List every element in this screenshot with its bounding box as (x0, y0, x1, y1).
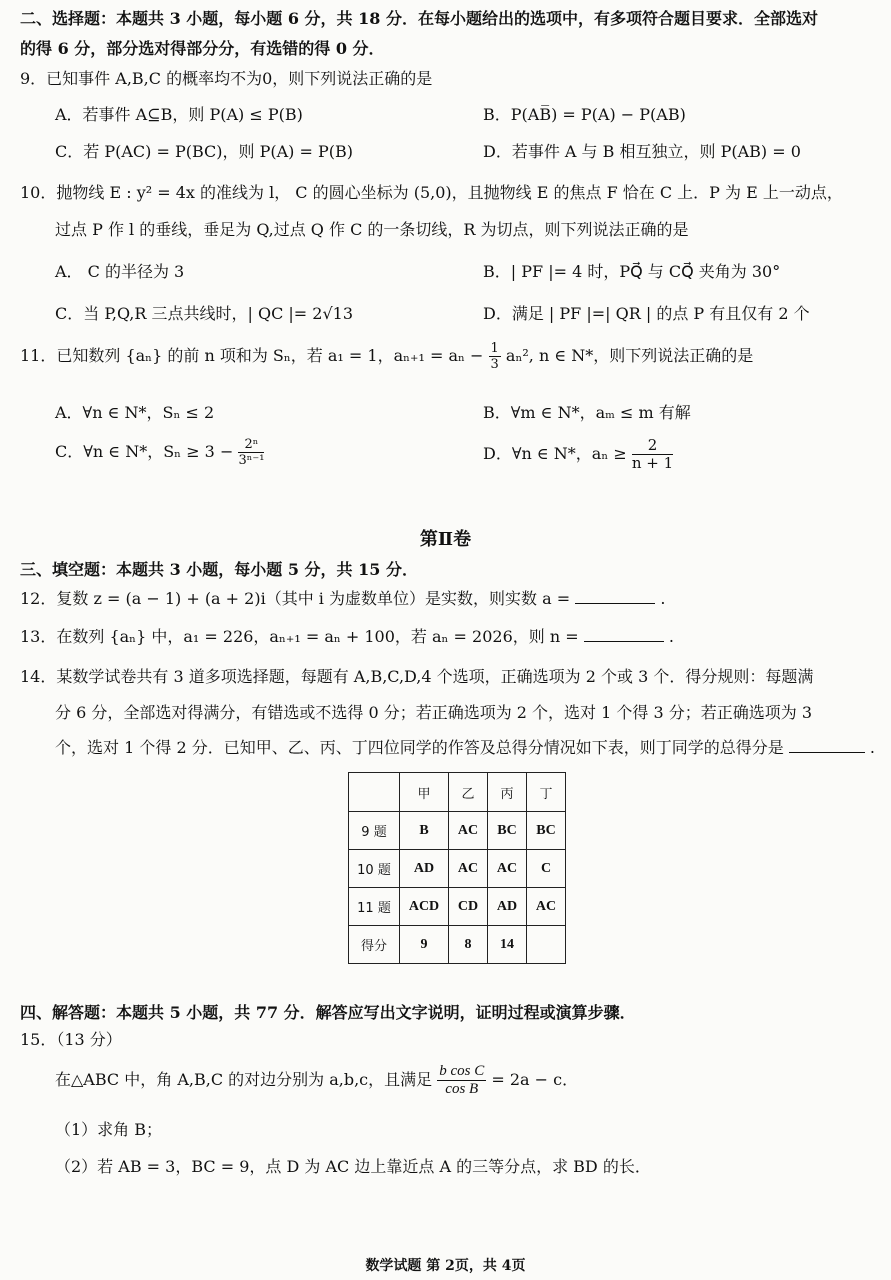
q9-stem: 9．已知事件 A,B,C 的概率均不为0，则下列说法正确的是 (20, 69, 433, 88)
table-cell: AC (488, 850, 527, 888)
table-cell: 14 (488, 926, 527, 964)
table-cell: 10 题 (349, 850, 400, 888)
q11-option-b: B．∀m ∈ N*，aₘ ≤ m 有解 (483, 403, 691, 422)
table-cell: C (527, 850, 566, 888)
q14-line1: 14．某数学试卷共有 3 道多项选择题，每题有 A,B,C,D,4 个选项，正确选项为 2 个或 3 个．得分规则：每题满 (20, 667, 814, 686)
table-header-cell: 甲 (400, 773, 449, 812)
q11-stem-fraction (489, 342, 501, 371)
q15-stem-part1: 在△ABC 中，角 A,B,C 的对边分别为 a,b,c，且满足 (55, 1070, 433, 1089)
table-row (349, 888, 566, 926)
q11-option-d-text: D．∀n ∈ N*，aₙ ≥ (483, 444, 627, 463)
q15-frac-num: b cos C (439, 1063, 485, 1079)
section2-header-line2: 的得 6 分，部分选对得部分分，有选错的得 0 分． (20, 39, 385, 58)
score-table (348, 772, 566, 964)
q11-stem-part2: aₙ², n ∈ N*，则下列说法正确的是 (505, 346, 754, 365)
q11-stem-frac-num: 1 (490, 341, 499, 356)
table-cell (527, 926, 566, 964)
section3-header: 三、填空题：本题共 3 小题，每小题 5 分，共 15 分． (20, 560, 418, 579)
q11-c-frac-num: 2ⁿ (238, 438, 264, 453)
q15-part2: （2）若 AB = 3，BC = 9，点 D 为 AC 边上靠近点 A 的三等分点，求 BD 的长． (55, 1157, 651, 1176)
q11-option-a: A．∀n ∈ N*，Sₙ ≤ 2 (55, 403, 215, 422)
q15-stem-part2: = 2a − c． (491, 1070, 579, 1089)
table-cell: B (400, 812, 449, 850)
q13-text: 13．在数列 {aₙ} 中，a₁ = 226，aₙ₊₁ = aₙ + 100，若 aₙ = 2026，则 n = (20, 627, 579, 646)
table-cell: ACD (400, 888, 449, 926)
q11-stem-part1: 11．已知数列 {aₙ} 的前 n 项和为 Sₙ，若 a₁ = 1，aₙ₊₁ = aₙ − (20, 346, 484, 365)
table-cell: BC (488, 812, 527, 850)
q15-part1: （1）求角 B； (55, 1120, 163, 1139)
q14-answer-blank[interactable] (789, 738, 865, 753)
table-row (349, 812, 566, 850)
q11-option-c-fraction (238, 438, 264, 467)
table-cell: 得分 (349, 926, 400, 964)
q11-option-d (483, 438, 673, 471)
q11-option-c-text: C．∀n ∈ N*，Sₙ ≥ 3 − (55, 442, 234, 461)
q11-stem-frac-den: 3 (490, 357, 499, 372)
q13-answer-blank[interactable] (584, 627, 664, 642)
q11-d-frac-num: 2 (632, 438, 673, 455)
table-cell: 9 (400, 926, 449, 964)
q10-option-a: A． C 的半径为 3 (55, 262, 185, 281)
q9-option-b: B．P(AB̅) = P(A) − P(AB) (483, 105, 686, 124)
table-cell: 11 题 (349, 888, 400, 926)
q10-stem-line2: 过点 P 作 l 的垂线，垂足为 Q,过点 Q 作 C 的一条切线，R 为切点，则下列说法正确的是 (55, 220, 689, 239)
table-header-row (349, 773, 566, 812)
q11-option-d-fraction (632, 438, 673, 471)
q10-option-d: D．满足 | PF |=| QR | 的点 P 有且仅有 2 个 (483, 304, 810, 323)
table-cell: 9 题 (349, 812, 400, 850)
q10-option-b: B．| PF |= 4 时，PQ⃗ 与 CQ⃗ 夹角为 30° (483, 262, 781, 281)
table-cell: BC (527, 812, 566, 850)
q11-option-c (55, 438, 264, 467)
q15-stem-fraction (437, 1064, 486, 1097)
q11-d-frac-den: n + 1 (631, 454, 674, 472)
q15-stem (55, 1064, 578, 1097)
q14-line3-text: 个，选对 1 个得 2 分．已知甲、乙、丙、丁四位同学的作答及总得分情况如下表，则丁同学的总得分是 (55, 738, 784, 757)
q13: 13．在数列 {aₙ} 中，a₁ = 226，aₙ₊₁ = aₙ + 100，若 aₙ = 2026，则 n = . (20, 627, 674, 646)
table-header-cell: 乙 (449, 773, 488, 812)
q14-line2: 分 6 分，全部选对得满分，有错选或不选得 0 分；若正确选项为 2 个，选对 1 个得 3 分；若正确选项为 3 (55, 703, 813, 722)
q12-text: 12．复数 z = (a − 1) + (a + 2)i（其中 i 为虚数单位）是实数，则实数 a = (20, 589, 571, 608)
q10-option-c: C．当 P,Q,R 三点共线时，| QC |= 2√13 (55, 304, 354, 323)
section2-header-line1: 二、选择题：本题共 3 小题，每小题 6 分，共 18 分．在每小题给出的选项中，有多项符合题目要求．全部选对 (20, 9, 818, 28)
table-cell: CD (449, 888, 488, 926)
table-cell: AD (488, 888, 527, 926)
volume2-title: 第Ⅱ卷 (419, 529, 472, 550)
q9-option-a: A．若事件 A⊆B，则 P(A) ≤ P(B) (55, 105, 303, 124)
table-header-cell: 丙 (488, 773, 527, 812)
q12: 12．复数 z = (a − 1) + (a + 2)i（其中 i 为虚数单位）是实数，则实数 a = . (20, 589, 666, 608)
q9-option-d: D．若事件 A 与 B 相互独立，则 P(AB) = 0 (483, 142, 801, 161)
q9-option-c: C．若 P(AC) = P(BC)，则 P(A) = P(B) (55, 142, 353, 161)
section4-header: 四、解答题：本题共 5 小题，共 77 分．解答应写出文字说明，证明过程或演算步骤． (20, 1003, 636, 1022)
table-cell: 8 (449, 926, 488, 964)
table-cell: AC (449, 812, 488, 850)
q14-line3: 个，选对 1 个得 2 分．已知甲、乙、丙、丁四位同学的作答及总得分情况如下表，则丁同学的总得分是 . (55, 738, 875, 757)
table-row (349, 926, 566, 964)
q10-stem-line1: 10．抛物线 E : y² = 4x 的准线为 l， C 的圆心坐标为 (5,0)，且抛物线 E 的焦点 F 恰在 C 上．P 为 E 上一动点， (20, 183, 843, 202)
table-cell: AC (527, 888, 566, 926)
q15-frac-den: cos B (445, 1081, 479, 1097)
q11-c-frac-den: 3ⁿ⁻¹ (238, 453, 265, 468)
table-header-cell (349, 773, 400, 812)
page-footer: 数学试题 第 2页，共 4页 (365, 1258, 526, 1274)
table-header-cell: 丁 (527, 773, 566, 812)
table-row (349, 850, 566, 888)
q15-head: 15．（13 分） (20, 1030, 122, 1049)
table-cell: AD (400, 850, 449, 888)
q12-answer-blank[interactable] (575, 589, 655, 604)
table-cell: AC (449, 850, 488, 888)
q11-stem (20, 342, 753, 371)
